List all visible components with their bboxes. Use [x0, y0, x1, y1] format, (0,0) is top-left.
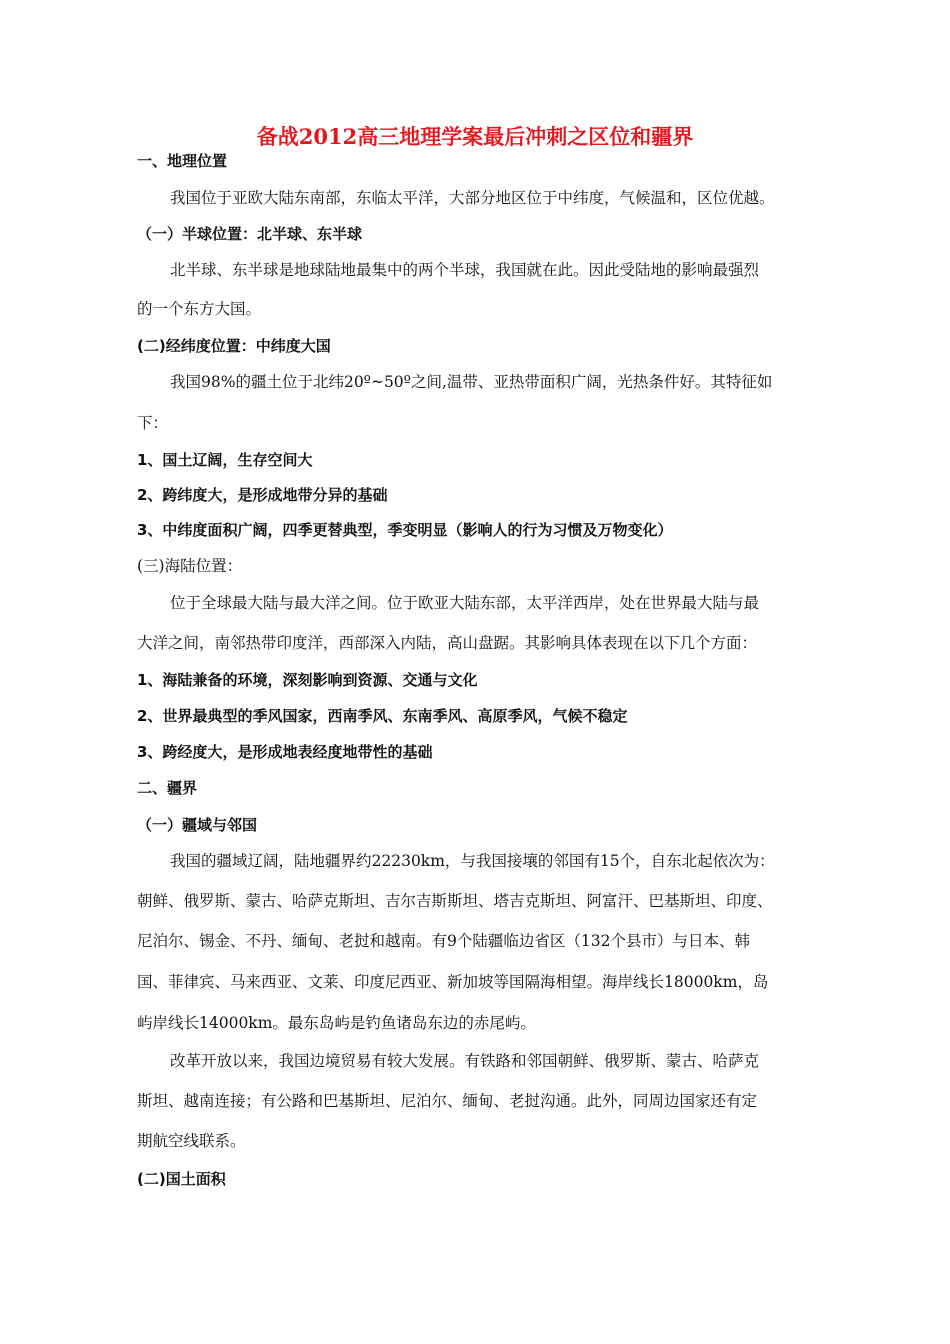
list-item: 2、世界最典型的季风国家，西南季风、东南季风、高原季风，气候不稳定	[137, 707, 628, 725]
document-title: 备战2012高三地理学案最后冲刺之区位和疆界	[256, 124, 694, 149]
list-item: 1、国土辽阔，生存空间大	[137, 451, 313, 469]
paragraph-text: 我国98%的疆土位于北纬20º~50º之间,温带、亚热带面积广阔，光热条件好。其特征如	[170, 373, 773, 391]
subsection-heading-hemisphere: （一）半球位置：北半球、东半球	[137, 225, 363, 243]
list-item: 3、跨经度大，是形成地表经度地带性的基础	[137, 743, 433, 761]
paragraph-text: 朝鲜、俄罗斯、蒙古、哈萨克斯坦、吉尔吉斯斯坦、塔吉克斯坦、阿富汗、巴基斯坦、印度、	[137, 892, 773, 910]
paragraph-text: 的一个东方大国。	[137, 300, 262, 318]
section-heading-location: 一、地理位置	[137, 152, 228, 170]
list-item: 1、海陆兼备的环境，深刻影响到资源、交通与文化	[137, 671, 478, 689]
paragraph-text: 北半球、东半球是地球陆地最集中的两个半球，我国就在此。因此受陆地的影响最强烈	[170, 261, 760, 279]
paragraph-text: 我国的疆域辽阔，陆地疆界约22230km，与我国接壤的邻国有15个，自东北起依次为：	[170, 852, 775, 870]
subsection-heading-latlong: (二)经纬度位置：中纬度大国	[137, 337, 331, 355]
paragraph-text: 屿岸线长14000km。最东岛屿是钓鱼诸岛东边的赤尾屿。	[137, 1014, 536, 1032]
list-item: 3、中纬度面积广阔，四季更替典型，季变明显（影响人的行为习惯及万物变化）	[137, 521, 673, 539]
paragraph-text: 下：	[137, 414, 169, 432]
paragraph-text: 改革开放以来，我国边境贸易有较大发展。有铁路和邻国朝鲜、俄罗斯、蒙古、哈萨克	[170, 1052, 760, 1070]
paragraph-text: 期航空线联系。	[137, 1132, 246, 1150]
list-item: 2、跨纬度大，是形成地带分异的基础	[137, 486, 388, 504]
paragraph-text: 我国位于亚欧大陆东南部，东临太平洋，大部分地区位于中纬度，气候温和，区位优越。	[170, 189, 775, 207]
subsection-heading-sealand: (三)海陆位置：	[137, 557, 243, 575]
subsection-heading-territory: （一）疆域与邻国	[137, 816, 258, 834]
section-heading-borders: 二、疆界	[137, 779, 198, 797]
paragraph-text: 国、菲律宾、马来西亚、文莱、印度尼西亚、新加坡等国隔海相望。海岸线长18000km，岛	[137, 973, 769, 991]
subsection-heading-area: (二)国土面积	[137, 1170, 226, 1188]
paragraph-text: 大洋之间，南邻热带印度洋，西部深入内陆，高山盘踞。其影响具体表现在以下几个方面：	[137, 634, 758, 652]
paragraph-text: 位于全球最大陆与最大洋之间。位于欧亚大陆东部，太平洋西岸，处在世界最大陆与最	[170, 594, 760, 612]
paragraph-text: 斯坦、越南连接；有公路和巴基斯坦、尼泊尔、缅甸、老挝沟通。此外，同周边国家还有定	[137, 1092, 758, 1110]
paragraph-text: 尼泊尔、锡金、不丹、缅甸、老挝和越南。有9个陆疆临边省区（132个县市）与日本、韩	[137, 932, 750, 950]
